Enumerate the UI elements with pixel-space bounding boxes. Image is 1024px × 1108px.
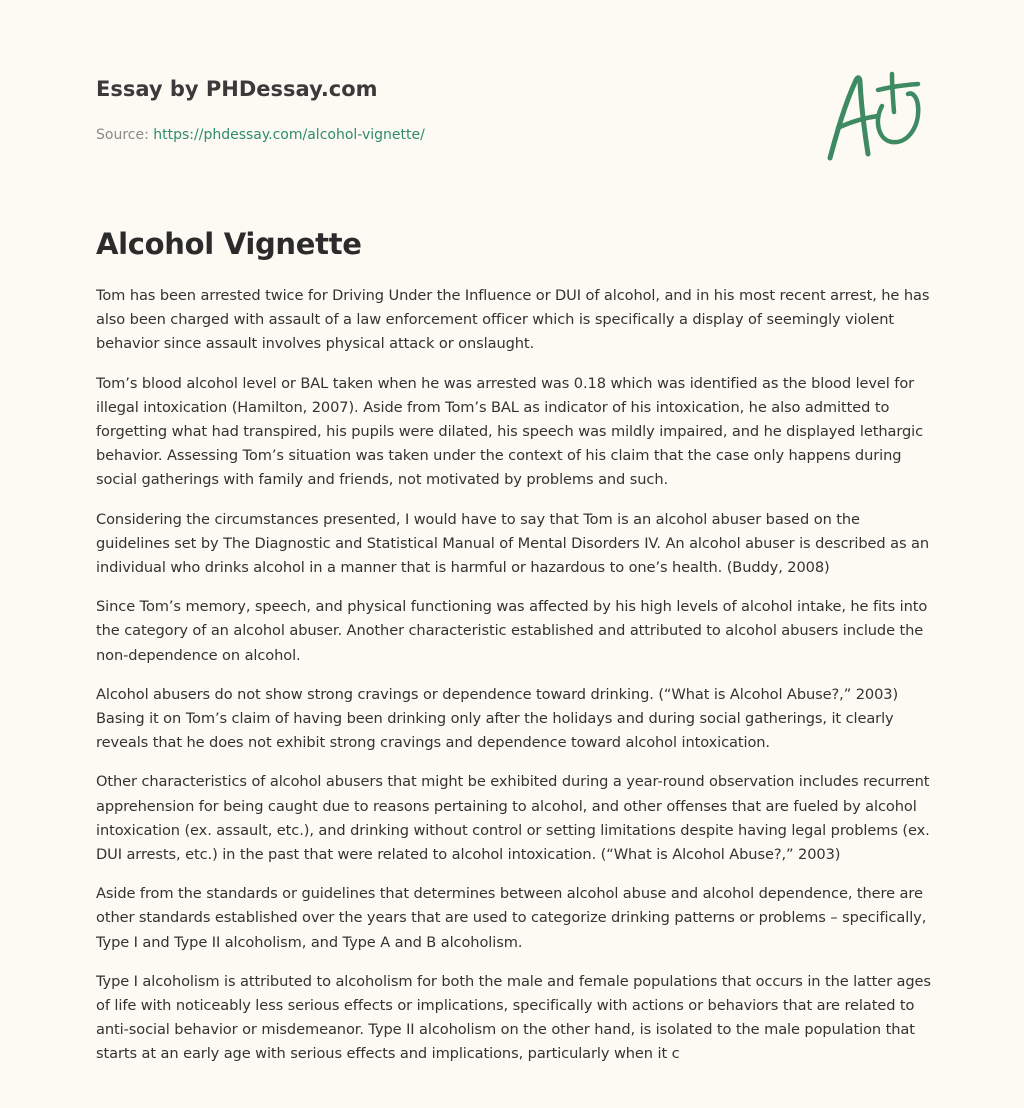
source-link[interactable]: https://phdessay.com/alcohol-vignette/ [153,127,425,143]
paragraph: Aside from the standards or guidelines that determines between alcohol abuse and alcohol dependence, there are other standards established over the years that are used to categorize drinking patterns or problems – specifically, Type I and Type II alcoholism, and Type A and B alcoholism. [96,885,927,951]
paragraph: Considering the circumstances presented, I would have to say that Tom is an alcohol abuser based on the guidelines set by The Diagnostic and Statistical Manual of Mental Disorders IV. An alcohol abuser is described as an individual who drinks alcohol in a manner that is harmful or hazardous to one’s health. (Buddy, 2008) [96,510,930,577]
site-title: Essay by PHDessay.com [96,77,378,101]
paragraph: Type I alcoholism is attributed to alcoholism for both the male and female populations that occurs in the latter ages of life with noticeably less serious effects or implications, specifically with actions or behaviors that are related to anti-social behavior or misdemeanor. Type II alcoholism on the other hand, is isolated to the male population that starts at an early age with serious effects and implications, particularly when it c [96,972,931,1063]
paragraph: Alcohol abusers do not show strong cravings or dependence toward drinking. (“What is Alcohol Abuse?,” 2003) Basing it on Tom’s claim of having been drinking only after the holidays and during social gatherings, it clearly reveals that he does not exhibit strong cravings and dependence toward alcohol intoxication. [96,685,899,752]
paragraph: Since Tom’s memory, speech, and physical functioning was affected by his high levels of alcohol intake, he fits into the category of an alcohol abuser. Another characteristic established and attributed to alcohol abusers include the non-dependence on alcohol. [96,598,928,664]
page-header [96,74,796,145]
source-label: Source: [96,127,154,143]
paragraph: Tom has been arrested twice for Driving Under the Influence or DUI of alcohol, and in his most recent arrest, he has also been charged with assault of a law enforcement officer which is specifically a display of seemingly violent behavior since assault involves physical attack or onslaught. [96,287,930,353]
source-line [96,125,796,145]
a-plus-grade-logo-icon [820,66,930,166]
paragraph: Other characteristics of alcohol abusers that might be exhibited during a year-round observation includes recurrent apprehension for being caught due to reasons pertaining to alcohol, and other offenses that are fueled by alcohol intoxication (ex. assault, etc.), and drinking without control or setting limitations despite having legal problems (ex. DUI arrests, etc.) in the past that were related to alcohol intoxication. (“What is Alcohol Abuse?,” 2003) [96,773,930,864]
paragraph: Tom’s blood alcohol level or BAL taken when he was arrested was 0.18 which was identified as the blood level for illegal intoxication (Hamilton, 2007). Aside from Tom’s BAL as indicator of his intoxication, he also admitted to forgetting what had transpired, his pupils were dilated, his speech was mildly impaired, and he displayed lethargic behavior. Assessing Tom’s situation was taken under the context of his claim that the case only happens during social gatherings with family and friends, not motivated by problems and such. [96,374,924,489]
essay-body [96,284,932,1082]
essay-title: Alcohol Vignette [96,227,362,261]
